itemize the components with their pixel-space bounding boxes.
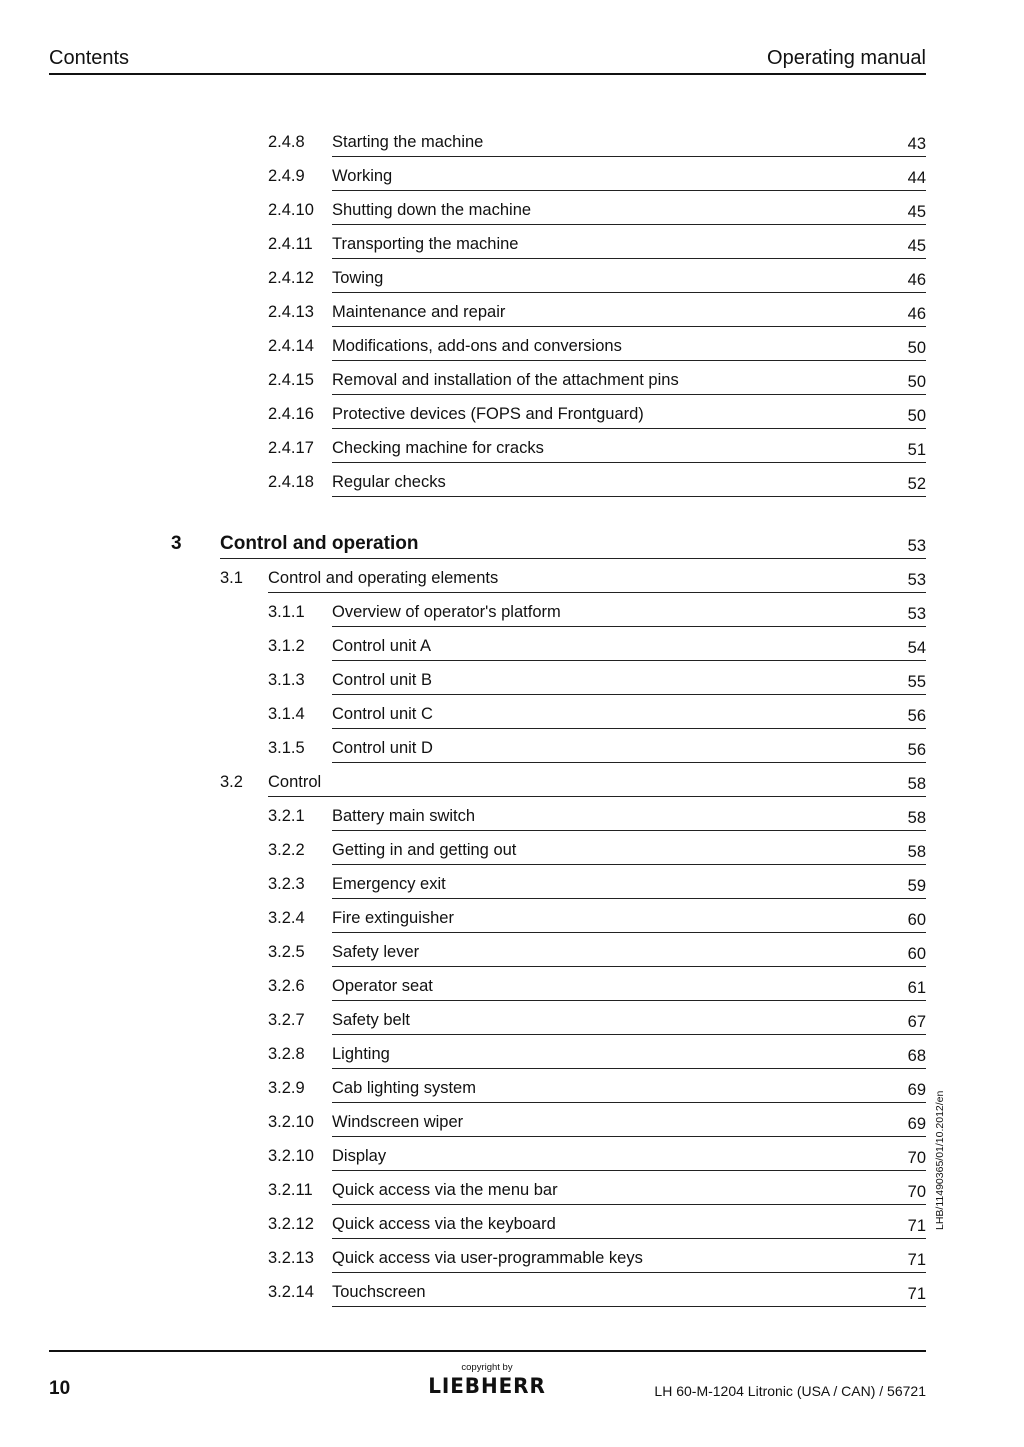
toc-entry-number: 3.1.3	[268, 671, 305, 689]
toc-entry[interactable]	[268, 1215, 926, 1249]
toc-entry-page: 68	[907, 1047, 926, 1065]
toc-entry-page: 46	[907, 271, 926, 289]
toc-entry-page: 69	[907, 1081, 926, 1099]
toc-entry[interactable]	[220, 569, 926, 603]
toc-entry-number: 2.4.14	[268, 337, 314, 355]
toc-entry-underline	[332, 966, 926, 967]
toc-entry-underline	[332, 156, 926, 157]
toc-entry-page: 70	[907, 1183, 926, 1201]
toc-entry-title: Operator seat	[332, 977, 433, 995]
toc-entry-underline	[332, 1272, 926, 1273]
toc-entry-underline	[332, 762, 926, 763]
toc-entry-page: 71	[907, 1217, 926, 1235]
toc-entry[interactable]	[268, 943, 926, 977]
toc-entry-title: Control unit C	[332, 705, 433, 723]
toc-entry-title: Overview of operator's platform	[332, 603, 561, 621]
toc-entry-page: 56	[907, 707, 926, 725]
toc-entry-number: 3.1.4	[268, 705, 305, 723]
toc-entry-number: 3.2.10	[268, 1147, 314, 1165]
toc-entry-title: Starting the machine	[332, 133, 484, 151]
toc-entry-title: Getting in and getting out	[332, 841, 517, 859]
toc-entry-number: 2.4.15	[268, 371, 314, 389]
toc-entry[interactable]	[268, 841, 926, 875]
toc-entry-title: Regular checks	[332, 473, 446, 491]
toc-entry-page: 46	[907, 305, 926, 323]
toc-entry-underline	[332, 694, 926, 695]
toc-entry[interactable]	[268, 1181, 926, 1215]
toc-entry-page: 55	[907, 673, 926, 691]
toc-entry-number: 3.2.13	[268, 1249, 314, 1267]
toc-entry-title: Battery main switch	[332, 807, 476, 825]
toc-entry-page: 69	[907, 1115, 926, 1133]
toc-entry-underline	[332, 1034, 926, 1035]
toc-entry-title: Transporting the machine	[332, 235, 519, 253]
toc-entry-title: Control and operation	[220, 533, 419, 554]
toc-entry-number: 3	[171, 533, 182, 554]
toc-entry-page: 44	[907, 169, 926, 187]
toc-entry-title: Shutting down the machine	[332, 201, 532, 219]
toc-entry[interactable]	[268, 235, 926, 269]
toc-entry-underline	[332, 1204, 926, 1205]
toc-entry[interactable]	[171, 535, 926, 569]
liebherr-logo: LIEBHERR	[428, 1374, 546, 1398]
toc-entry-number: 2.4.11	[268, 235, 313, 253]
toc-entry[interactable]	[268, 671, 926, 705]
toc-entry-page: 61	[907, 979, 926, 997]
toc-entry-title: Emergency exit	[332, 875, 446, 893]
toc-entry-number: 3.1.2	[268, 637, 305, 655]
toc-entry-page: 70	[907, 1149, 926, 1167]
toc-entry-page: 58	[907, 809, 926, 827]
toc-entry[interactable]	[268, 1079, 926, 1113]
toc-entry-number: 3.2	[220, 773, 243, 791]
toc-entry-number: 3.2.2	[268, 841, 305, 859]
toc-entry-number: 2.4.12	[268, 269, 314, 287]
toc-entry-title: Display	[332, 1147, 387, 1165]
page-number: 10	[49, 1378, 71, 1399]
toc-entry-page: 67	[907, 1013, 926, 1031]
toc-entry-title: Quick access via the menu bar	[332, 1181, 558, 1199]
toc-entry-page: 53	[907, 605, 926, 623]
toc-entry-underline	[332, 428, 926, 429]
toc-entry[interactable]	[268, 875, 926, 909]
toc-entry-underline	[332, 1238, 926, 1239]
toc-entry-underline	[332, 496, 926, 497]
toc-entry-number: 3.1.5	[268, 739, 305, 757]
copyright-label: copyright by	[461, 1362, 513, 1373]
toc-entry-page: 56	[907, 741, 926, 759]
toc-entry-number: 2.4.8	[268, 133, 305, 151]
toc-entry-number: 3.1	[220, 569, 243, 587]
toc-entry[interactable]	[268, 473, 926, 507]
toc-entry-title: Safety belt	[332, 1011, 410, 1029]
toc-entry-page: 71	[907, 1251, 926, 1269]
toc-entry[interactable]	[268, 1147, 926, 1181]
toc-entry-underline	[332, 394, 926, 395]
toc-entry-page: 58	[907, 775, 926, 793]
toc-entry-page: 51	[907, 441, 926, 459]
toc-entry-page: 59	[907, 877, 926, 895]
toc-entry-underline	[332, 258, 926, 259]
toc-entry-page: 60	[907, 911, 926, 929]
toc-entry-underline	[332, 626, 926, 627]
document-code: LH 60-M-1204 Litronic (USA / CAN) / 56721	[654, 1383, 926, 1399]
toc-entry-underline	[332, 660, 926, 661]
toc-entry-page: 45	[907, 203, 926, 221]
toc-entry-number: 2.4.16	[268, 405, 314, 423]
toc-entry-number: 3.2.3	[268, 875, 305, 893]
toc-entry-number: 3.2.7	[268, 1011, 305, 1029]
header-document-title: Operating manual	[767, 47, 926, 69]
toc-entry-title: Touchscreen	[332, 1283, 426, 1301]
toc-entry[interactable]	[268, 167, 926, 201]
toc-entry-number: 2.4.10	[268, 201, 314, 219]
toc-entry-underline	[332, 1136, 926, 1137]
toc-entry[interactable]	[268, 637, 926, 671]
toc-entry-page: 50	[907, 339, 926, 357]
toc-entry-underline	[220, 558, 926, 559]
toc-entry-underline	[332, 830, 926, 831]
toc-entry-title: Control and operating elements	[268, 569, 499, 587]
toc-entry-title: Protective devices (FOPS and Frontguard)	[332, 405, 644, 423]
toc-entry-title: Removal and installation of the attachment pins	[332, 371, 679, 389]
toc-entry[interactable]	[268, 1011, 926, 1045]
toc-entry-title: Quick access via user-programmable keys	[332, 1249, 643, 1267]
toc-entry-underline	[332, 932, 926, 933]
toc-entry-page: 58	[907, 843, 926, 861]
toc-entry-number: 3.2.5	[268, 943, 305, 961]
toc-entry-number: 2.4.9	[268, 167, 305, 185]
toc-entry-number: 2.4.13	[268, 303, 314, 321]
toc-entry-title: Cab lighting system	[332, 1079, 476, 1097]
toc-entry-number: 2.4.17	[268, 439, 314, 457]
toc-entry-page: 53	[907, 571, 926, 589]
toc-entry-page: 60	[907, 945, 926, 963]
toc-entry[interactable]	[268, 405, 926, 439]
toc-entry[interactable]	[268, 807, 926, 841]
toc-entry-title: Control	[268, 773, 322, 791]
toc-entry[interactable]	[268, 1045, 926, 1079]
toc-entry[interactable]	[268, 705, 926, 739]
toc-entry-title: Safety lever	[332, 943, 420, 961]
toc-entry-underline	[332, 1102, 926, 1103]
toc-entry-underline	[332, 462, 926, 463]
toc-entry[interactable]	[268, 201, 926, 235]
toc-entry-title: Control unit B	[332, 671, 432, 689]
toc-entry-number: 3.2.9	[268, 1079, 305, 1097]
toc-entry-underline	[332, 898, 926, 899]
toc-entry[interactable]	[268, 371, 926, 405]
toc-entry-page: 52	[907, 475, 926, 493]
toc-entry-underline	[332, 1306, 926, 1307]
toc-entry[interactable]	[220, 773, 926, 807]
toc-entry-number: 3.2.12	[268, 1215, 314, 1233]
toc-entry[interactable]	[268, 133, 926, 167]
toc-entry-title: Working	[332, 167, 393, 185]
toc-entry[interactable]	[268, 1249, 926, 1283]
toc-entry[interactable]	[268, 739, 926, 773]
toc-entry[interactable]	[268, 303, 926, 337]
toc-entry-title: Windscreen wiper	[332, 1113, 464, 1131]
toc-entry-underline	[332, 292, 926, 293]
toc-entry-underline	[268, 592, 926, 593]
toc-entry[interactable]	[268, 603, 926, 637]
footer-divider	[49, 1350, 926, 1352]
toc-entry-number: 2.4.18	[268, 473, 314, 491]
toc-entry-title: Control unit A	[332, 637, 432, 655]
toc-entry-page: 53	[907, 537, 926, 555]
toc-entry-underline	[332, 864, 926, 865]
toc-entry[interactable]	[268, 909, 926, 943]
toc-entry[interactable]	[268, 439, 926, 473]
toc-entry-title: Maintenance and repair	[332, 303, 506, 321]
toc-entry-underline	[332, 224, 926, 225]
toc-entry-number: 3.2.4	[268, 909, 305, 927]
toc-entry-underline	[332, 1000, 926, 1001]
toc-entry-underline	[332, 1170, 926, 1171]
toc-entry-page: 43	[907, 135, 926, 153]
header-section-title: Contents	[49, 47, 130, 69]
toc-entry[interactable]	[268, 337, 926, 371]
toc-entry-number: 3.2.8	[268, 1045, 305, 1063]
toc-entry-number: 3.2.6	[268, 977, 305, 995]
toc-entry-title: Checking machine for cracks	[332, 439, 544, 457]
toc-entry-underline	[332, 190, 926, 191]
toc-entry-underline	[332, 1068, 926, 1069]
toc-entry-title: Fire extinguisher	[332, 909, 454, 927]
toc-entry-number: 3.2.14	[268, 1283, 314, 1301]
toc-entry-number: 3.2.10	[268, 1113, 314, 1131]
document-side-code: LHB/11490365/01/10.2012/en	[934, 1090, 946, 1230]
toc-entry-underline	[332, 326, 926, 327]
toc-entry-title: Towing	[332, 269, 384, 287]
toc-entry-title: Quick access via the keyboard	[332, 1215, 556, 1233]
toc-entry-title: Control unit D	[332, 739, 433, 757]
toc-entry-page: 54	[907, 639, 926, 657]
toc-entry-number: 3.1.1	[268, 603, 305, 621]
toc-entry-underline	[332, 360, 926, 361]
toc-entry-page: 50	[907, 407, 926, 425]
toc-entry[interactable]	[268, 1283, 926, 1317]
toc-entry-title: Lighting	[332, 1045, 390, 1063]
toc-entry-number: 3.2.11	[268, 1181, 313, 1199]
toc-entry[interactable]	[268, 977, 926, 1011]
toc-entry-underline	[268, 796, 926, 797]
toc-entry-underline	[332, 728, 926, 729]
toc-entry-page: 71	[907, 1285, 926, 1303]
toc-entry-title: Modifications, add-ons and conversions	[332, 337, 622, 355]
toc-entry-number: 3.2.1	[268, 807, 305, 825]
toc-entry-page: 45	[907, 237, 926, 255]
toc-entry[interactable]	[268, 269, 926, 303]
toc-entry[interactable]	[268, 1113, 926, 1147]
toc-entry-page: 50	[907, 373, 926, 391]
